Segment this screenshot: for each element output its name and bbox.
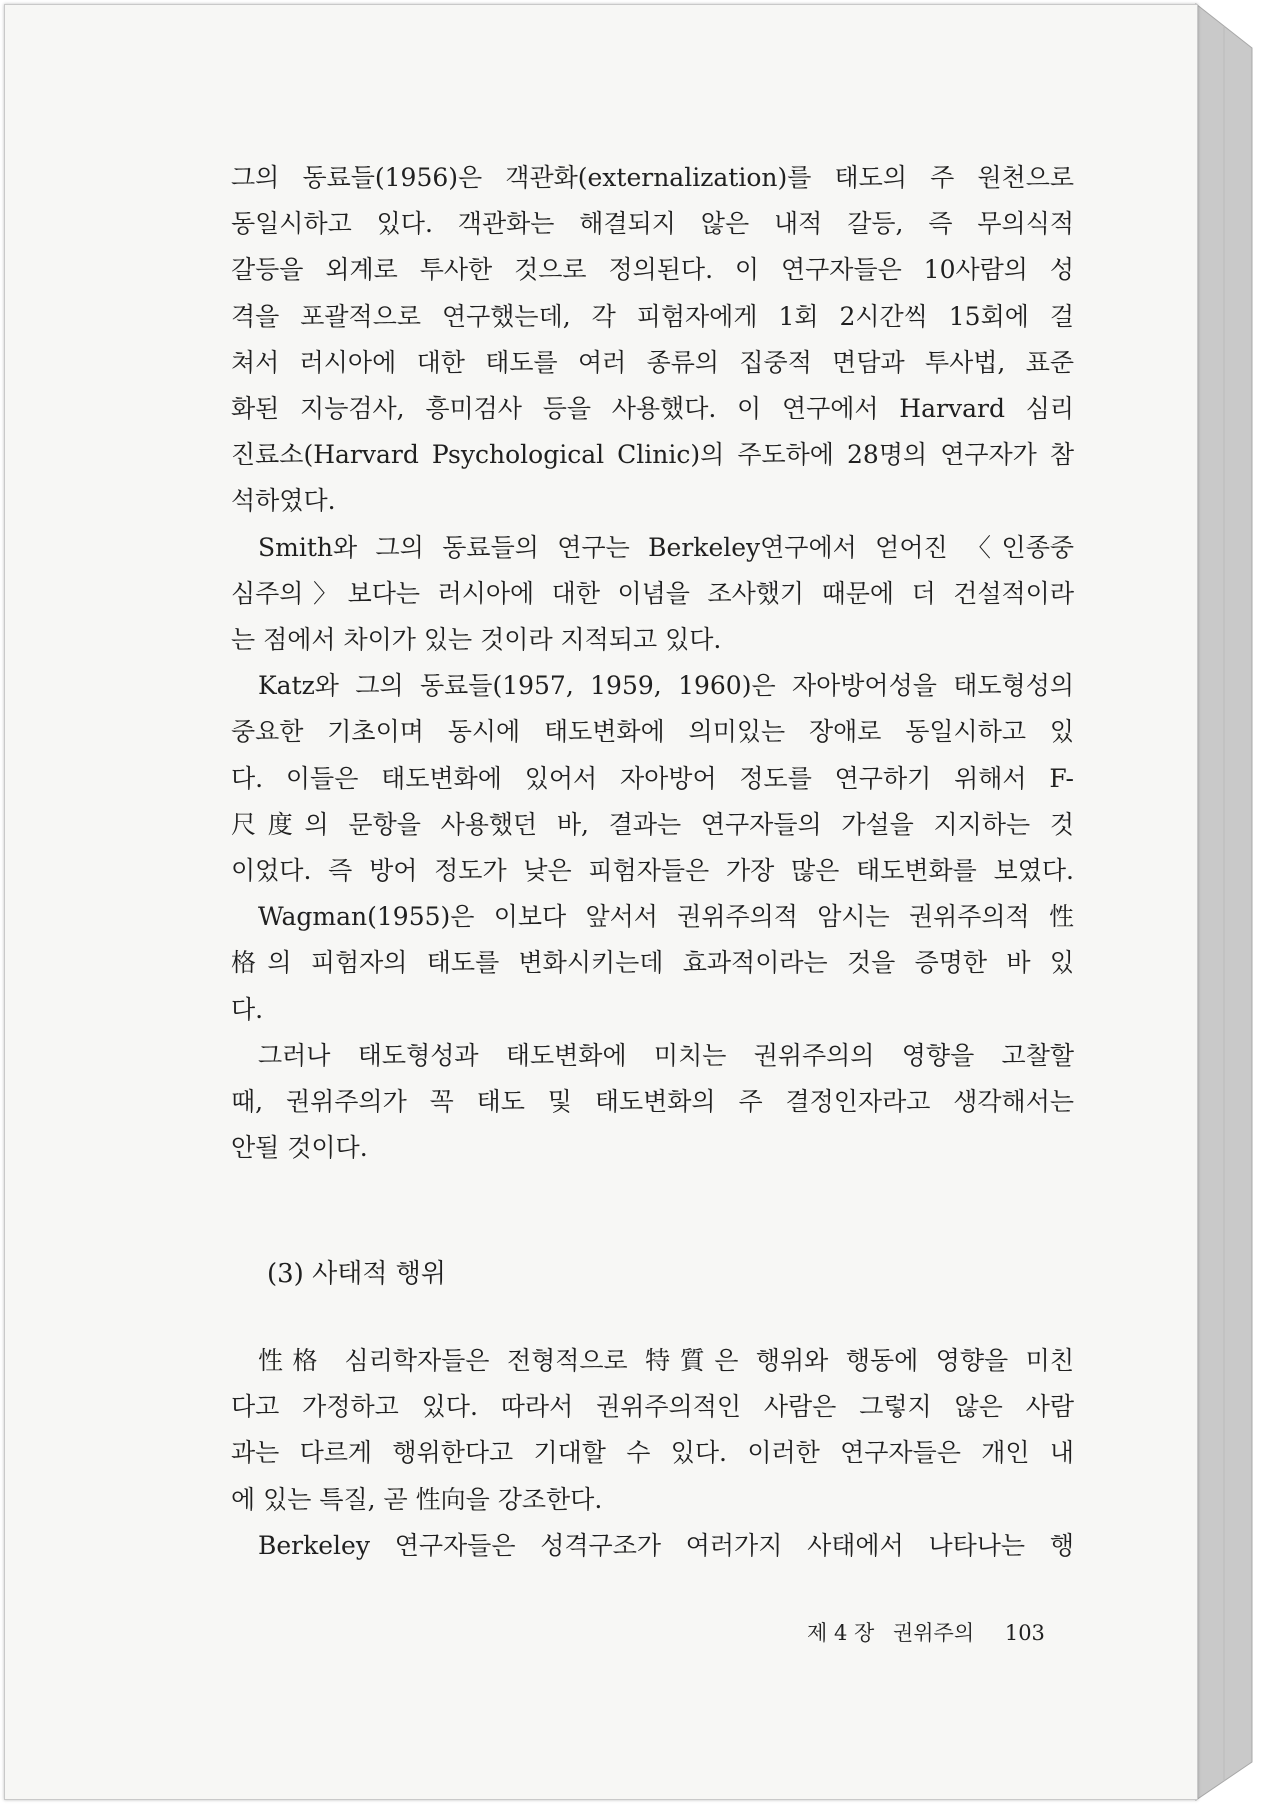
text-line: 尺度의 문항을 사용했던 바, 결과는 연구자들의 가설을 지지하는 것: [231, 809, 1074, 839]
text-line: Katz와 그의 동료들(1957, 1959, 1960)은 자아방어성을 태도형성의: [258, 671, 1074, 701]
section-heading: (3) 사태적 행위: [267, 1259, 446, 1289]
text-line: 다.: [231, 994, 264, 1024]
text-line: 쳐서 러시아에 대한 태도를 여러 종류의 집중적 면담과 투사법, 표준: [231, 347, 1074, 377]
text-line: 는 점에서 차이가 있는 것이라 지적되고 있다.: [231, 625, 722, 655]
text-line: 과는 다르게 행위한다고 기대할 수 있다. 이러한 연구자들은 개인 내: [231, 1438, 1074, 1468]
text-line: 格의 피험자의 태도를 변화시키는데 효과적이라는 것을 증명한 바 있: [231, 948, 1074, 978]
text-line: 석하였다.: [231, 486, 336, 516]
text-line: 다고 가정하고 있다. 따라서 권위주의적인 사람은 그렇지 않은 사람: [231, 1392, 1074, 1422]
running-footer: [807, 1617, 1045, 1647]
text-line: 때, 권위주의가 꼭 태도 및 태도변화의 주 결정인자라고 생각해서는: [231, 1087, 1074, 1117]
footer-chapter-title: 권위주의: [892, 1621, 975, 1645]
text-line: 이었다. 즉 방어 정도가 낮은 피험자들은 가장 많은 태도변화를 보였다.: [231, 856, 1074, 886]
text-line: 심주의〉보다는 러시아에 대한 이념을 조사했기 때문에 더 건설적이라: [231, 578, 1074, 608]
text-line: 性格 심리학자들은 전형적으로 特質은 행위와 행동에 영향을 미친: [258, 1346, 1074, 1375]
text-line: 갈등을 외계로 투사한 것으로 정의된다. 이 연구자들은 10사람의 성: [231, 255, 1074, 285]
text-line: 다. 이들은 태도변화에 있어서 자아방어 정도를 연구하기 위해서 F-: [231, 763, 1074, 793]
text-line: 그러나 태도형성과 태도변화에 미치는 권위주의의 영향을 고찰할: [258, 1040, 1074, 1070]
page-number: 103: [1004, 1621, 1045, 1645]
text-line: 그의 동료들(1956)은 객관화(externalization)를 태도의 주 원천으로: [231, 163, 1074, 192]
body-text-lower: [231, 1338, 1074, 1569]
body-text-upper: [231, 155, 1074, 1171]
document-page: [4, 4, 1198, 1800]
text-line: 에 있는 특질, 곧 性向을 강조한다.: [231, 1484, 603, 1514]
footer-chapter: 제 4 장: [807, 1621, 875, 1645]
text-line: Wagman(1955)은 이보다 앞서서 권위주의적 암시는 권위주의적 性: [258, 902, 1074, 932]
text-line: Berkeley 연구자들은 성격구조가 여러가지 사태에서 나타나는 행: [258, 1530, 1074, 1560]
text-line: 동일시하고 있다. 객관화는 해결되지 않은 내적 갈등, 즉 무의식적: [231, 209, 1074, 239]
text-line: 화된 지능검사, 흥미검사 등을 사용했다. 이 연구에서 Harvard 심리: [231, 394, 1074, 424]
text-line: 중요한 기초이며 동시에 태도변화에 의미있는 장애로 동일시하고 있: [231, 717, 1074, 747]
text-line: 진료소(Harvard Psychological Clinic)의 주도하에 28명의 연구자가 참: [231, 440, 1074, 470]
text-line: Smith와 그의 동료들의 연구는 Berkeley연구에서 얻어진 〈인종중: [258, 532, 1074, 562]
text-line: 안될 것이다.: [231, 1133, 368, 1163]
text-line: 격을 포괄적으로 연구했는데, 각 피험자에게 1회 2시간씩 15회에 걸: [231, 301, 1074, 331]
